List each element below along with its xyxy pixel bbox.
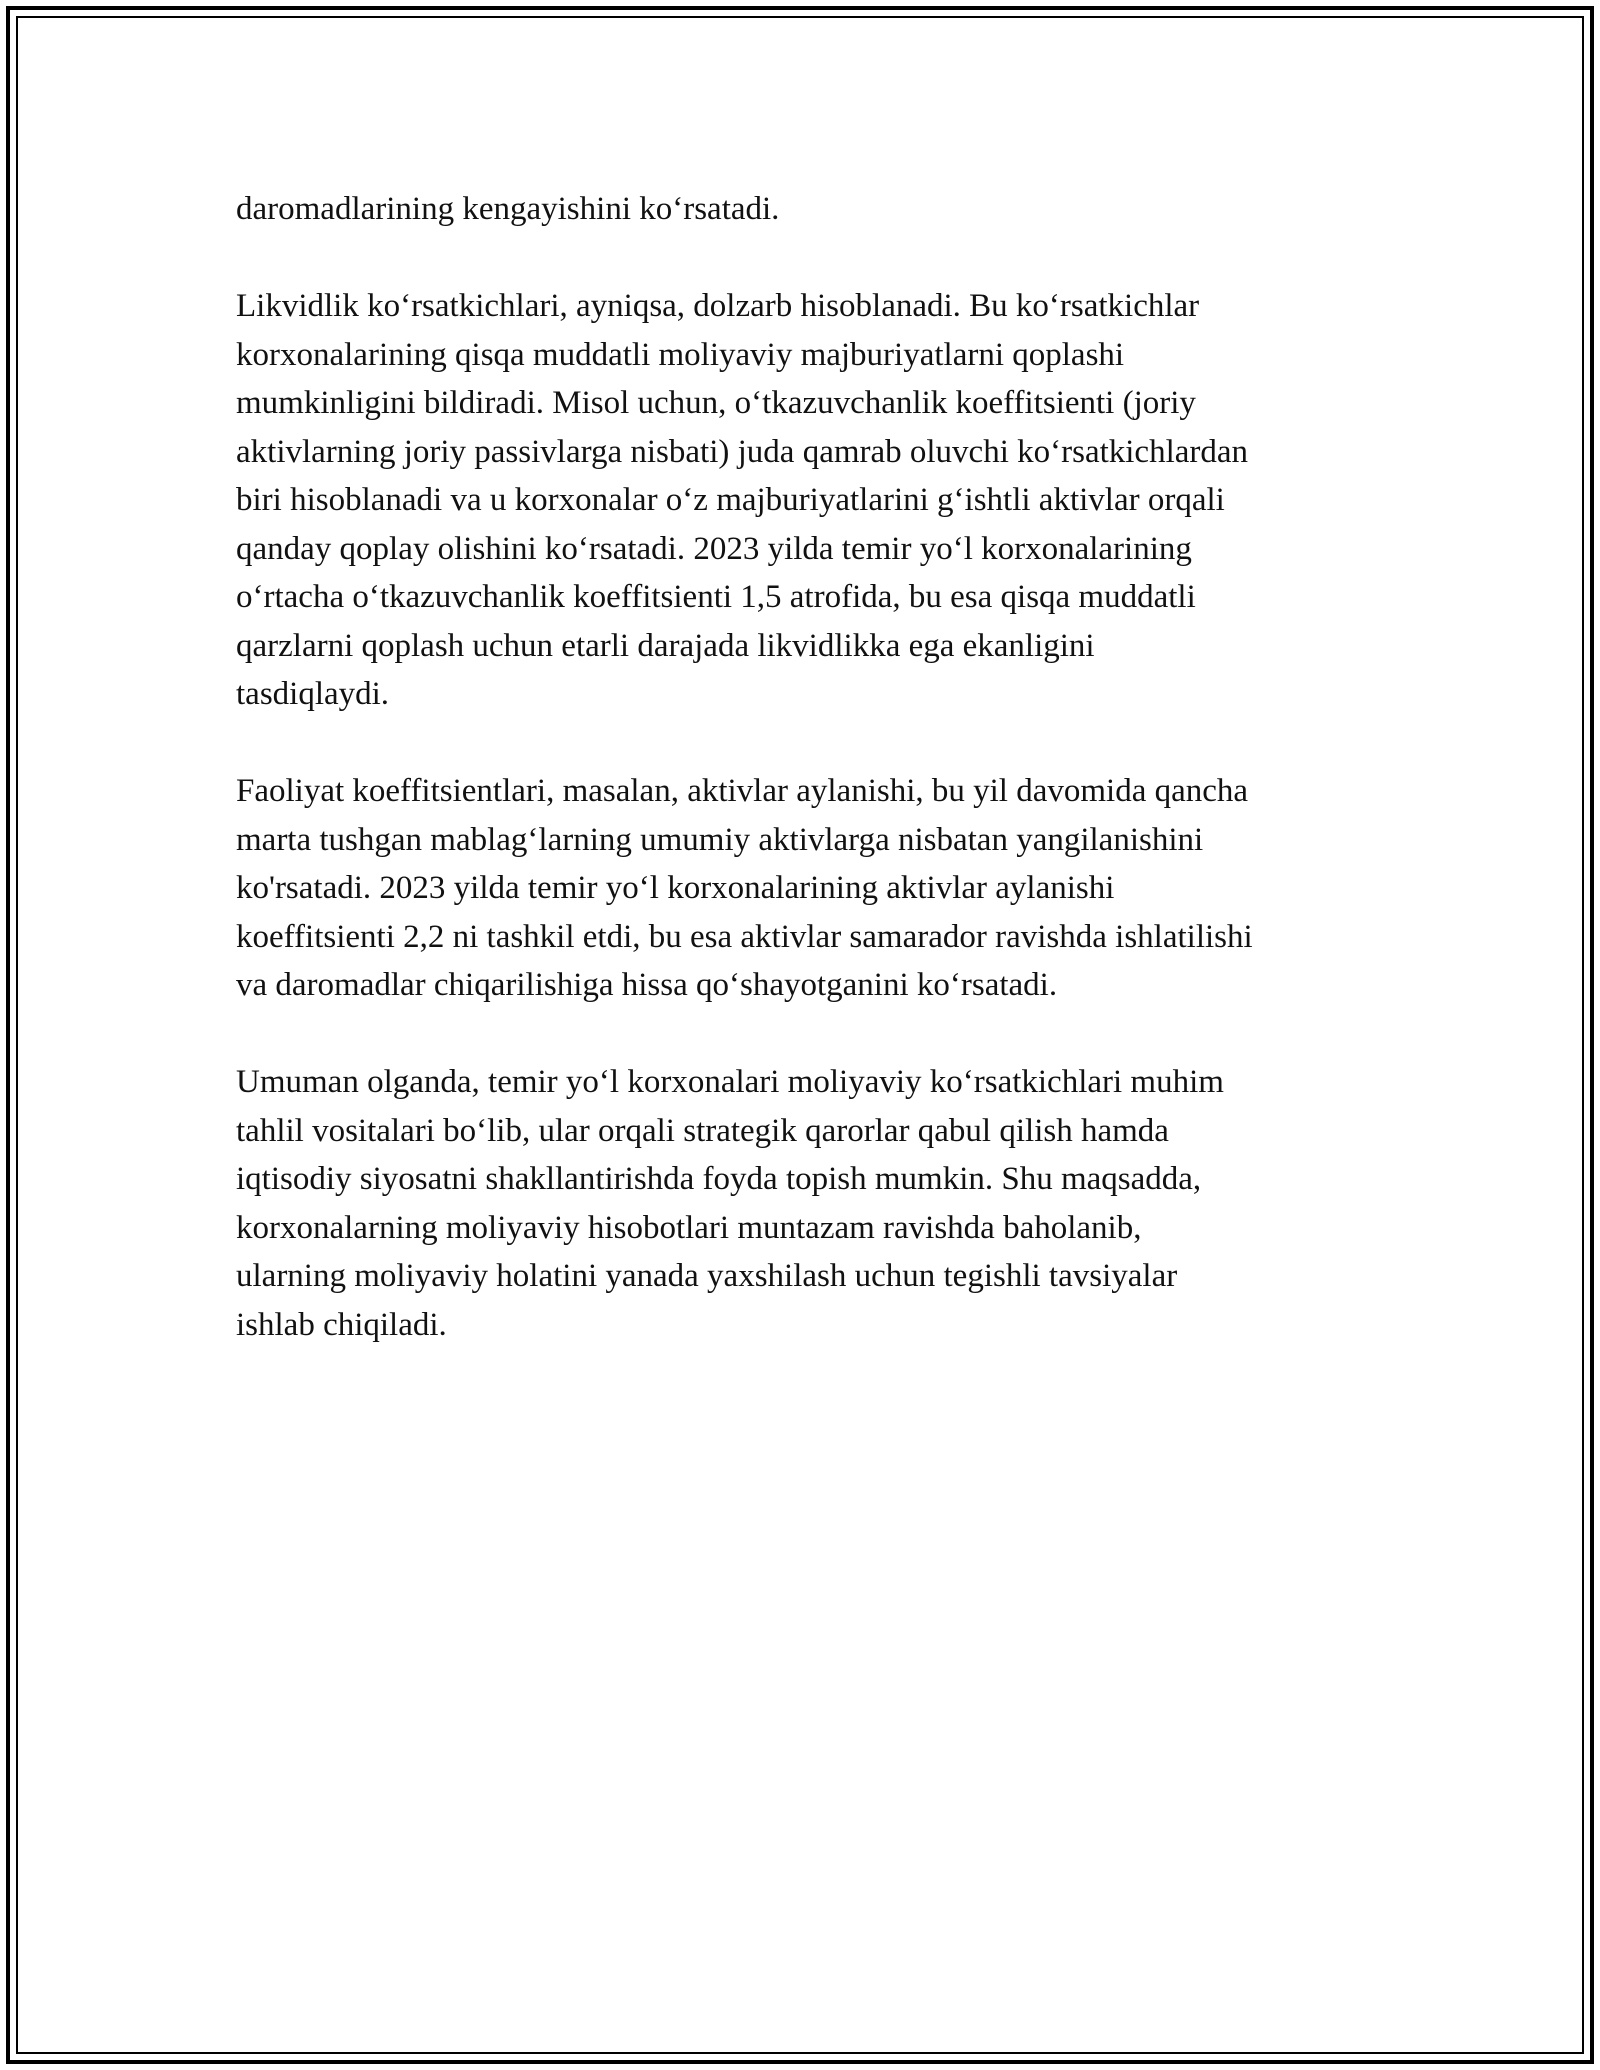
paragraph-2: Likvidlik ko‘rsatkichlari, ayniqsa, dolzarb hisoblanadi. Bu ko‘rsatkichlar korxonalarining qisqa muddatli moliyaviy majburiyatlarni qoplashi mumkinligini bildiradi. Misol uchun, o‘tkazuvchanlik koeffitsienti (joriy aktivlarning joriy passivlarga nisbati) juda qamrab oluvchi ko‘rsatkichlardan biri hisoblanadi va u korxonalar o‘z majburiyatlarini g‘ishtli aktivlar orqali qanday qoplay olishini ko‘rsatadi. 2023 yilda temir yo‘l korxonalarining o‘rtacha o‘tkazuvchanlik koeffitsienti 1,5 atrofida, bu esa qisqa muddatli qarzlarni qoplash uchun etarli darajada likvidlikka ega ekanligini tasdiqlaydi. (236, 288, 1249, 712)
paragraph-1: daromadlarining kengayishini ko‘rsatadi. (236, 191, 780, 227)
paragraph-3: Faoliyat koeffitsientlari, masalan, aktivlar aylanishi, bu yil davomida qancha marta tushgan mablag‘larning umumiy aktivlarga nisbatan yangilanishini ko'rsatadi. 2023 yilda temir yo‘l korxonalarining aktivlar aylanishi koeffitsienti 2,2 ni tashkil etdi, bu esa aktivlar samarador ravishda ishlatilishi va daromadlar chiqarilishiga hissa qo‘shayotganini ko‘rsatadi. (236, 773, 1253, 1003)
paragraph-4: Umuman olganda, temir yo‘l korxonalari moliyaviy ko‘rsatkichlari muhim tahlil vositalari bo‘lib, ular orqali strategik qarorlar qabul qilish hamda iqtisodiy siyosatni shakllantirishda foyda topish mumkin. Shu maqsadda, korxonalarning moliyaviy hisobotlari muntazam ravishda baholanib, ularning moliyaviy holatini yanada yaxshilash uchun tegishli tavsiyalar ishlab chiqiladi. (236, 1064, 1224, 1343)
document-body (236, 185, 1386, 1398)
